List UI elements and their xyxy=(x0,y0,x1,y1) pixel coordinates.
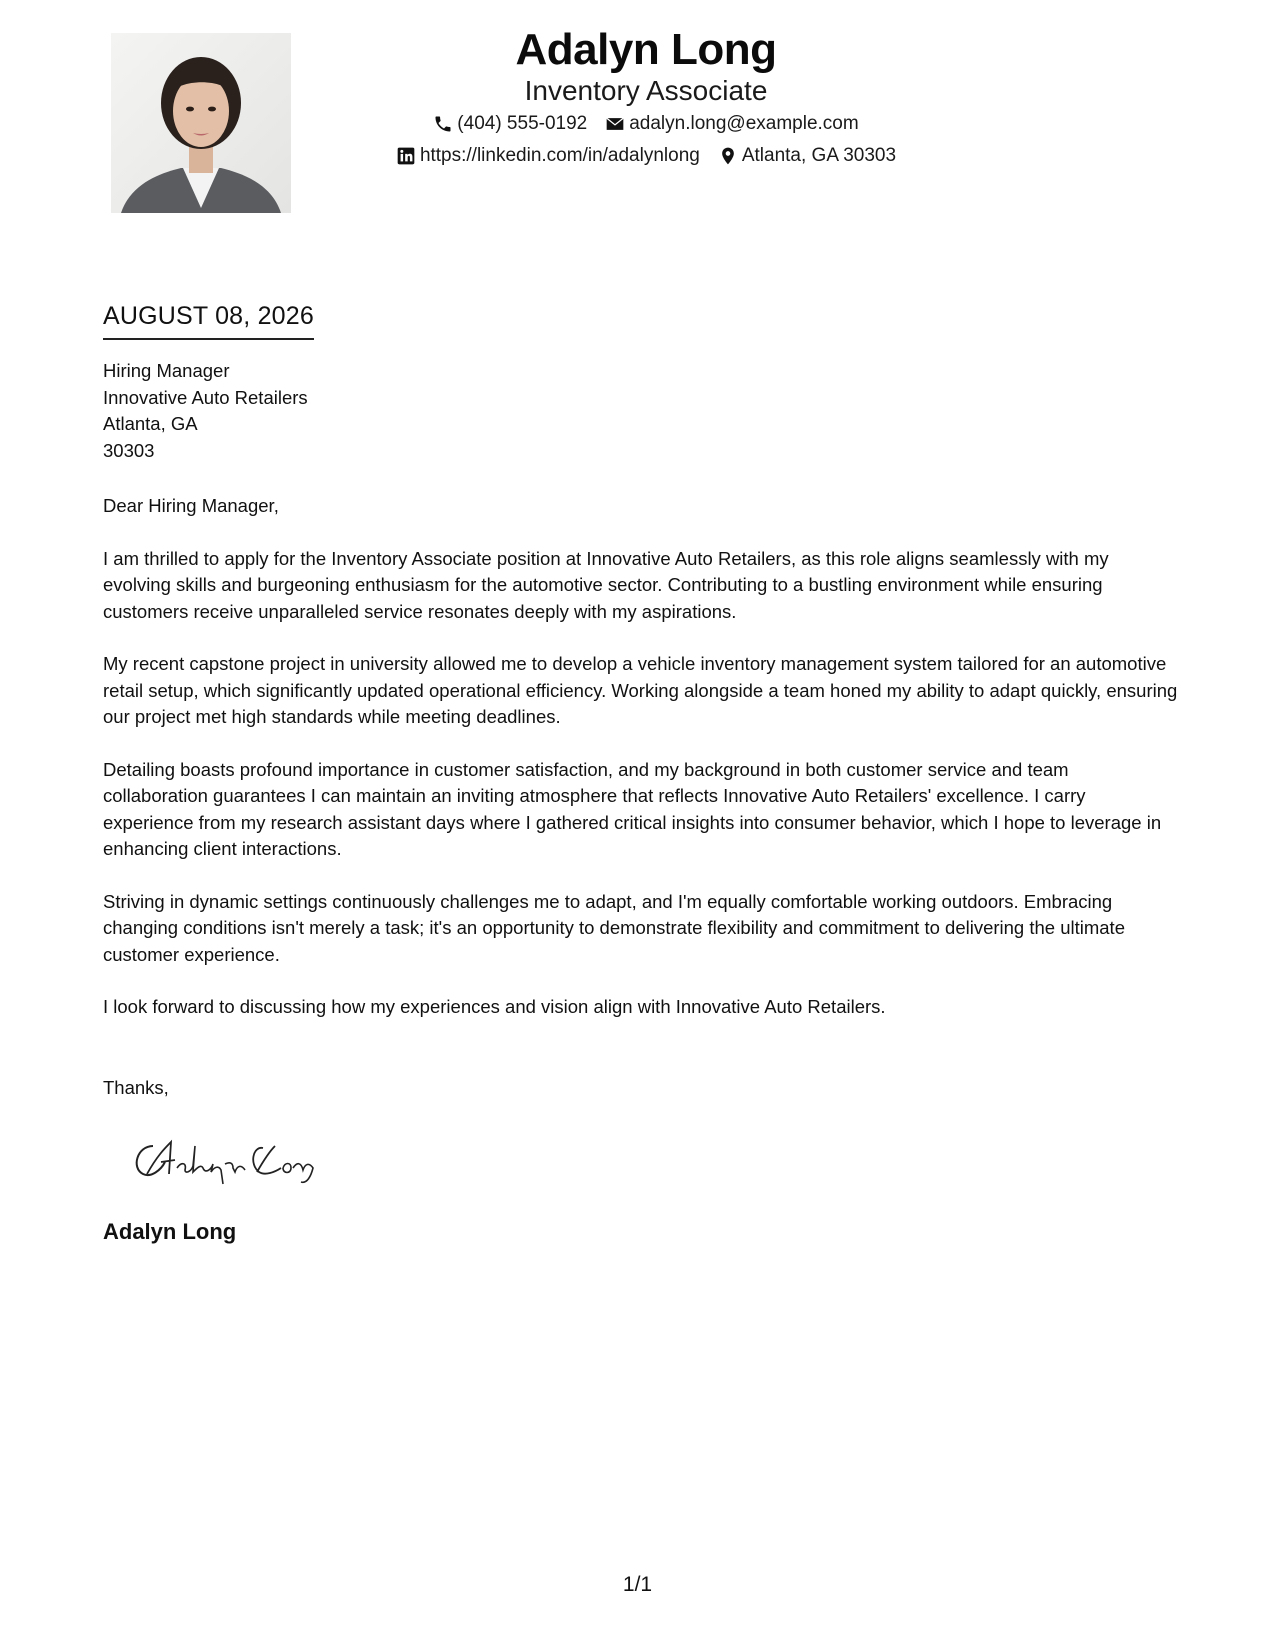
recipient-block xyxy=(103,358,308,464)
signer-name: Adalyn Long xyxy=(103,1219,237,1244)
body-paragraph: Striving in dynamic settings continuously challenges me to adapt, and I'm equally comfortable working outdoors. Embracing changing conditions isn't merely a task; it's an opportunity to demonstrate flexibility and commitment to delivering the ultimate customer experience. xyxy=(103,890,1125,965)
contact-row-1 xyxy=(300,108,992,140)
envelope-icon xyxy=(605,114,625,134)
email-contact xyxy=(605,108,858,140)
letter-body xyxy=(103,493,1178,1047)
linkedin-contact xyxy=(396,140,700,172)
letter-header xyxy=(300,24,992,172)
profile-photo xyxy=(111,33,291,213)
map-pin-icon xyxy=(718,146,738,166)
linkedin-url: https://linkedin.com/in/adalynlong xyxy=(419,145,700,166)
phone-number: (404) 555-0192 xyxy=(457,113,588,134)
recipient-line: Innovative Auto Retailers xyxy=(103,386,308,408)
applicant-title: Inventory Associate xyxy=(524,75,768,106)
recipient-line: Atlanta, GA xyxy=(103,413,198,434)
recipient-line: 30303 xyxy=(103,439,155,461)
applicant-name: Adalyn Long xyxy=(515,25,777,74)
recipient-line: Hiring Manager xyxy=(103,360,230,381)
salutation: Dear Hiring Manager, xyxy=(103,495,279,516)
contact-row-2 xyxy=(300,140,992,172)
phone-contact xyxy=(433,108,587,140)
letter-date: AUGUST 08, 2026 xyxy=(103,300,314,340)
body-paragraph: My recent capstone project in university allowed me to develop a vehicle inventory management system tailored for an automotive retail setup, which significantly updated operational efficiency. Working alongside a team honed my ability to adapt quickly, ensuring our project met high standards while meeting deadlines. xyxy=(103,653,1178,727)
body-paragraph: Detailing boasts profound importance in customer satisfaction, and my background in both customer service and team collaboration guarantees I can maintain an inviting atmosphere that reflects Innovative Auto Retailers' excellence. I carry experience from my research assistant days where I gathered critical insights into consumer behavior, which I hope to leverage in enhancing client interactions. xyxy=(103,758,1162,859)
location-contact xyxy=(718,140,896,172)
phone-icon xyxy=(433,114,453,134)
body-paragraph: I look forward to discussing how my experiences and vision align with Innovative Auto Retailers. xyxy=(103,996,886,1017)
location-text: Atlanta, GA 30303 xyxy=(741,145,897,166)
body-paragraph: I am thrilled to apply for the Inventory Associate position at Innovative Auto Retailers, as this role aligns seamlessly with my evolving skills and burgeoning enthusiasm for the automotive sector. Contributing to a bustling environment while ensuring customers receive unparalleled service resonates deeply with my aspirations. xyxy=(103,547,1109,622)
portrait-image xyxy=(111,33,291,213)
email-address: adalyn.long@example.com xyxy=(629,113,859,134)
closing: Thanks, xyxy=(103,1077,169,1098)
page-number: 1/1 xyxy=(622,1573,653,1596)
handwritten-signature xyxy=(125,1128,345,1188)
linkedin-icon xyxy=(396,146,416,166)
